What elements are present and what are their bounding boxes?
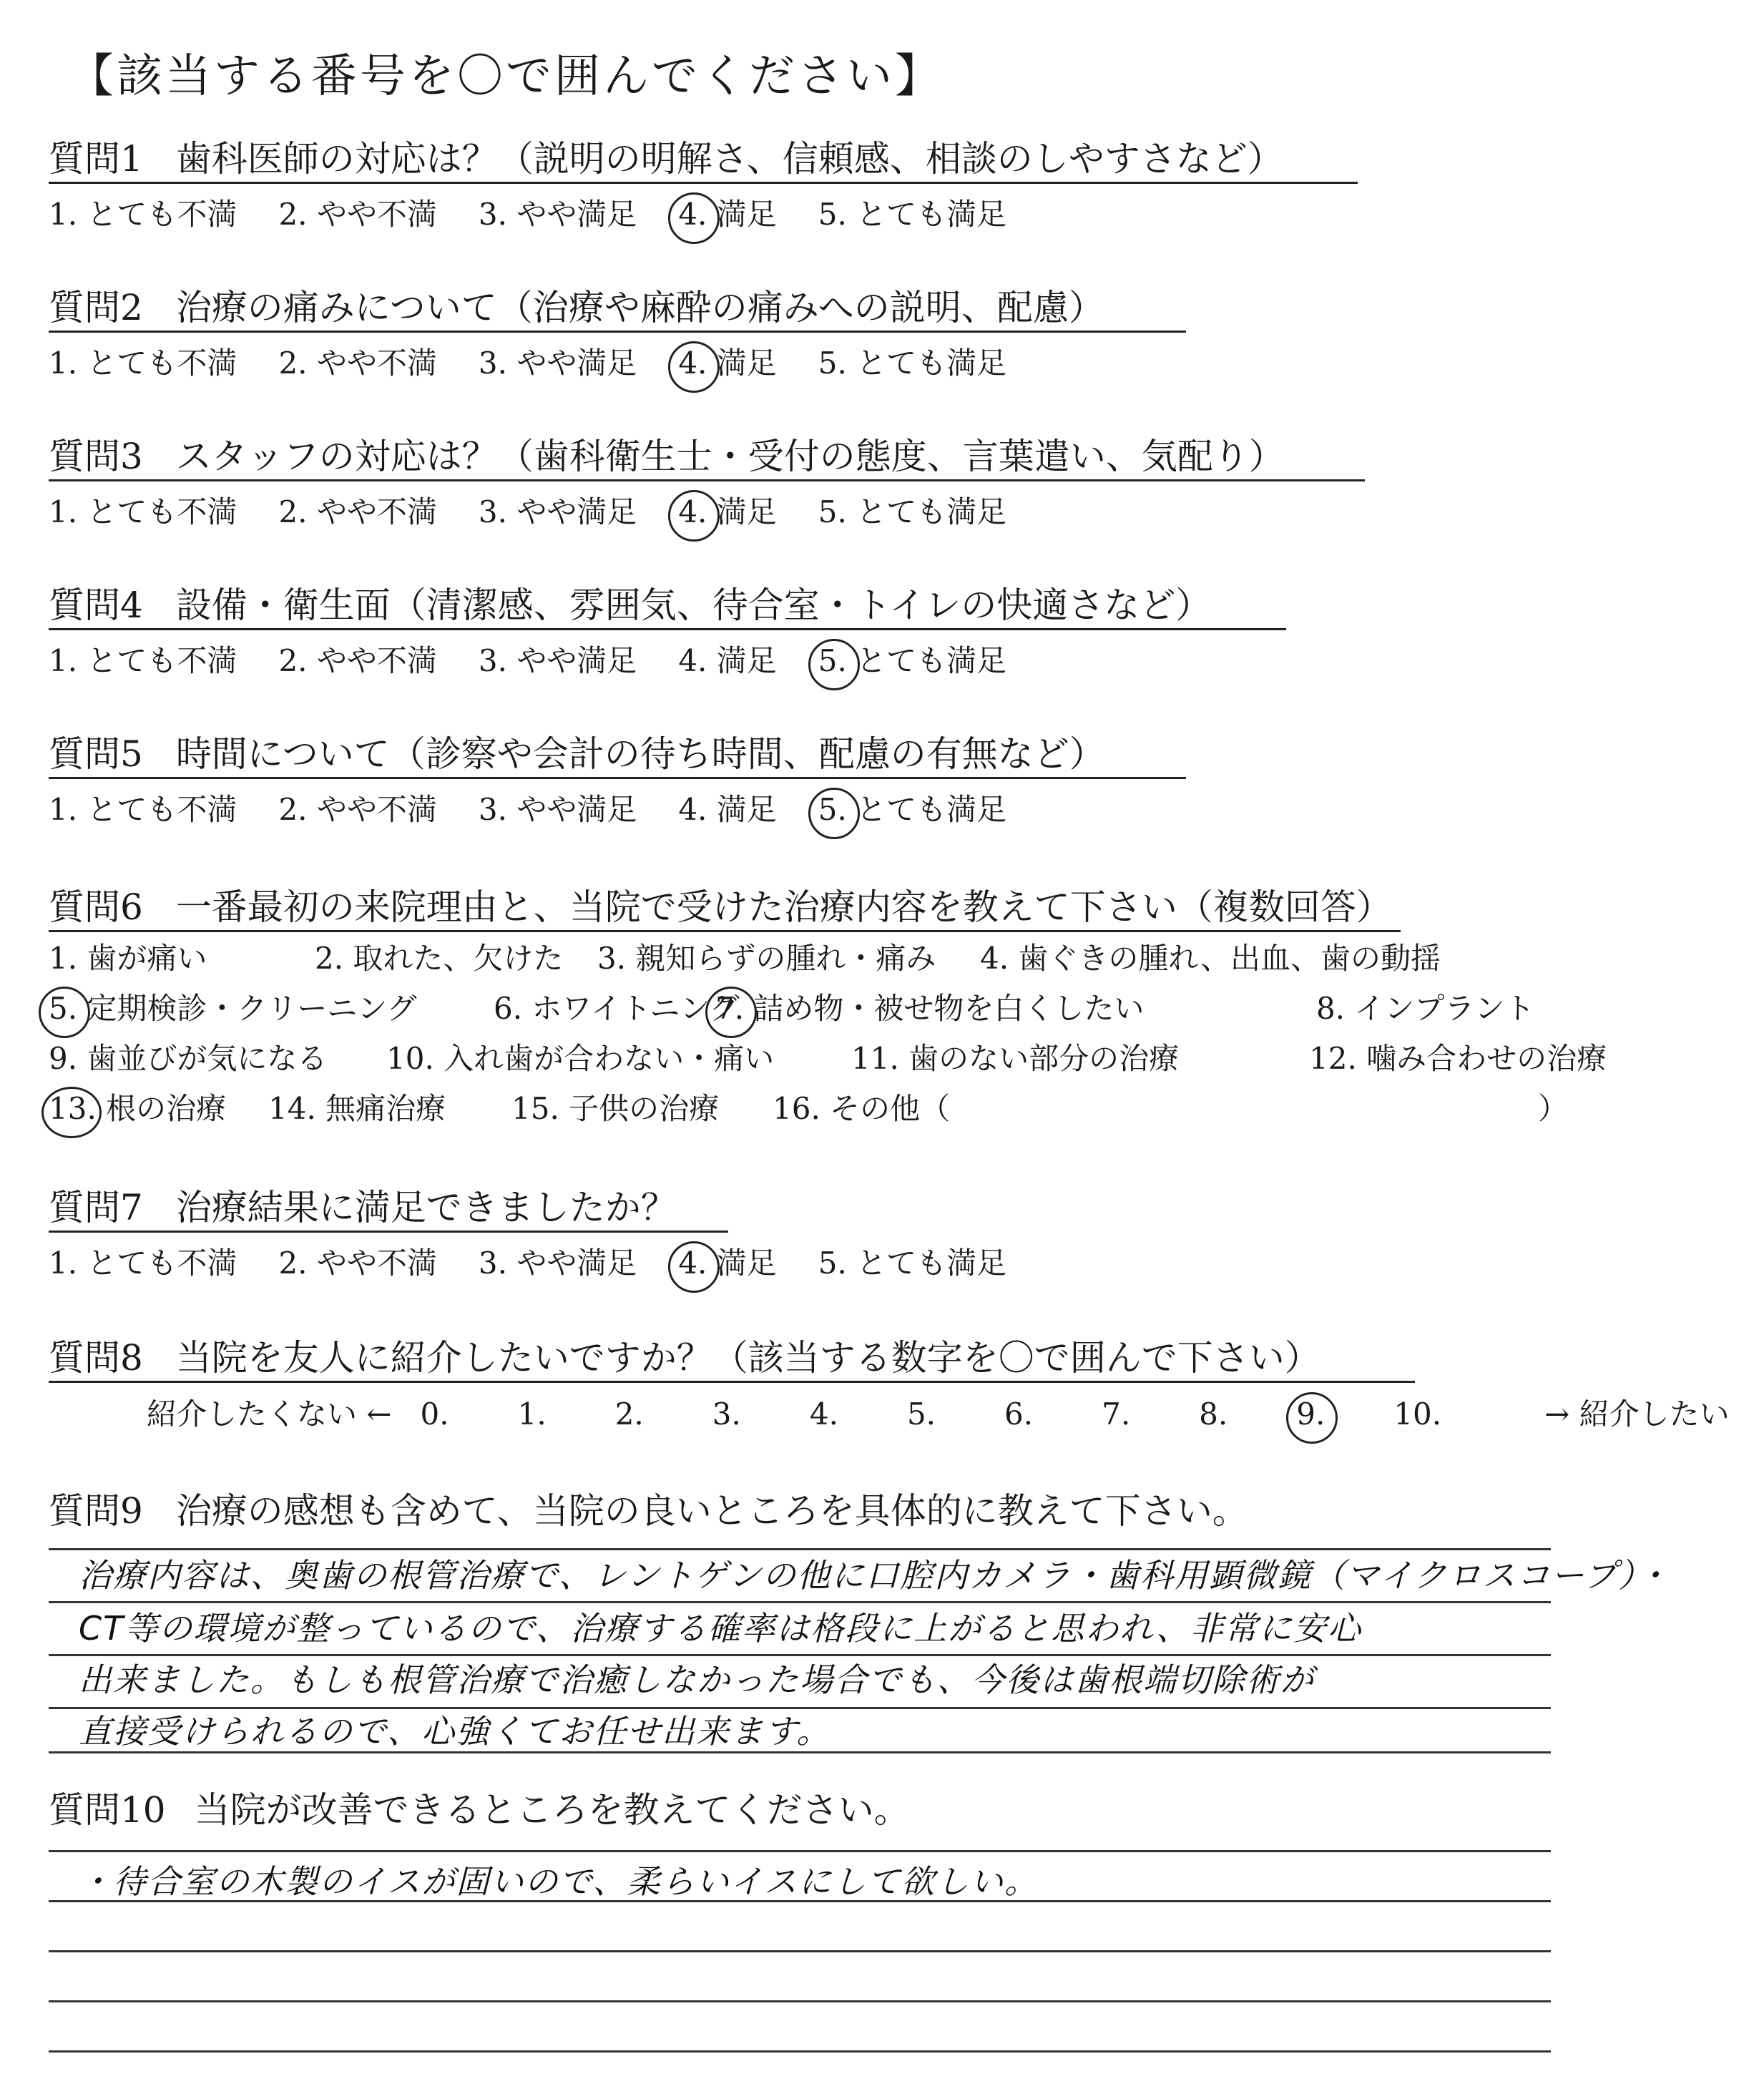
option-1[interactable]: 1. とても不満 [49,643,237,678]
q5-options [49,790,1048,830]
q7-label: 質問7 [49,1187,143,1228]
option-4[interactable]: 4. 満足 [678,643,777,678]
q3-heading [49,435,1285,478]
page-title: 【該当する番号を〇で囲んでください】 [68,50,944,103]
q6-text: 一番最初の来院理由と、当院で受けた治療内容を教えて下さい（複数回答） [175,886,1392,928]
q8-scale-value-selected[interactable]: 9. [1296,1396,1326,1432]
q8-scale-value[interactable]: 2. [614,1396,644,1432]
q6-option[interactable]: 6. ホワイトニング [494,991,740,1026]
option-2[interactable]: 2. やや不満 [278,197,437,232]
q8-scale [147,1391,1764,1434]
option-2[interactable]: 2. やや不満 [278,346,437,381]
q8-scale-value[interactable]: 6. [1004,1396,1034,1432]
q8-text: 当院を友人に紹介したいですか？（該当する数字を〇で囲んで下さい） [175,1337,1320,1379]
q8-scale-value[interactable]: 3. [712,1396,741,1432]
option-5[interactable]: 5. とても満足 [818,197,1007,232]
q10-rule [49,1850,1551,1852]
q9-answer-line: 直接受けられるので、心強くてお任せ出来ます。 [79,1712,831,1751]
q2-text: 治療の痛みについて（治療や麻酔の痛みへの説明、配慮） [175,287,1104,328]
q7-underline [49,1231,728,1233]
q10-rule [49,1950,1551,1952]
q6-option[interactable]: 16. その他（ [773,1091,951,1126]
q5-label: 質問5 [49,733,143,775]
q6-option[interactable]: 9. 歯並びが気になる [49,1041,328,1076]
q4-underline [49,628,1286,630]
q1-underline [49,182,1358,184]
q2-label: 質問2 [49,287,143,328]
option-3[interactable]: 3. やや満足 [478,1246,637,1281]
q2-heading [49,286,1104,329]
q3-underline [49,479,1365,481]
q10-heading [49,1789,910,1831]
q6-option[interactable]: 2. 取れた、欠けた [315,941,564,976]
q4-heading [49,584,1211,627]
q6-option-selected[interactable]: 7. 詰め物・被せ物を白くしたい [715,991,1145,1026]
q6-option[interactable]: 10. 入れ歯が合わない・痛い [386,1041,775,1076]
q7-text: 治療結果に満足できましたか？ [175,1187,677,1228]
q8-scale-value[interactable]: 1. [517,1396,547,1432]
q9-text: 治療の感想も含めて、当院の良いところを具体的に教えて下さい。 [175,1490,1248,1532]
q4-options [49,641,1048,681]
option-4[interactable]: 4. 満足 [678,792,777,827]
q9-answer-line: 出来ました。もしも根管治療で治癒しなかった場合でも、今後は歯根端切除術が [79,1660,1315,1699]
q8-heading [49,1336,1320,1379]
q8-scale-value[interactable]: 4. [809,1396,838,1432]
option-5[interactable]: 5. とても満足 [818,1246,1007,1281]
q5-underline [49,777,1186,779]
q9-rule [49,1548,1551,1550]
q9-rule [49,1654,1551,1656]
q8-scale-value[interactable]: 10. [1393,1396,1442,1432]
q3-text: スタッフの対応は？（歯科衛生士・受付の態度、言葉遣い、気配り） [175,436,1285,477]
option-1[interactable]: 1. とても不満 [49,792,237,827]
q6-option-selected[interactable]: 13. 根の治療 [49,1091,227,1126]
q8-underline [49,1381,1415,1383]
q8-left-label: 紹介したくない ← [147,1396,392,1432]
q8-scale-value[interactable]: 5. [906,1396,936,1432]
q6-option[interactable]: 15. 子供の治療 [511,1091,720,1126]
q10-text: 当院が改善できるところを教えてください。 [194,1789,910,1831]
option-1[interactable]: 1. とても不満 [49,494,237,529]
q10-label: 質問10 [49,1789,166,1831]
q9-rule [49,1707,1551,1709]
q6-option[interactable]: 4. 歯ぐきの腫れ、出血、歯の動揺 [980,941,1441,976]
q9-answer-line: CT等の環境が整っているので、治療する確率は格段に上がると思われ、非常に安心 [79,1609,1363,1648]
q2-underline [49,331,1186,333]
q5-heading [49,733,1105,776]
option-3[interactable]: 3. やや満足 [478,792,637,827]
q7-options [49,1243,1048,1283]
q1-label: 質問1 [49,138,143,180]
q6-option[interactable]: 11. 歯のない部分の治療 [851,1041,1180,1076]
q6-option[interactable]: ） [1538,1091,1569,1126]
q8-scale-value[interactable]: 7. [1102,1396,1131,1432]
q8-right-label: → 紹介したい [1544,1396,1730,1432]
q9-answer-line: 治療内容は、奥歯の根管治療で、レントゲンの他に口腔内カメラ・歯科用顕微鏡（マイクロスコープ）・ [79,1556,1671,1595]
q5-text: 時間について（診察や会計の待ち時間、配慮の有無など） [175,733,1105,775]
q6-underline [49,930,1401,932]
option-3[interactable]: 3. やや満足 [478,494,637,529]
q6-option[interactable]: 14. 無痛治療 [268,1091,446,1126]
q9-label: 質問9 [49,1490,143,1532]
q6-option[interactable]: 3. 親知らずの腫れ・痛み [597,941,936,976]
q9-heading [49,1489,1248,1532]
q7-heading [49,1186,677,1229]
option-5[interactable]: 5. とても満足 [818,346,1007,381]
q6-label: 質問6 [49,886,143,928]
q1-text: 歯科医師の対応は？（説明の明解さ、信頼感、相談のしやすさなど） [175,138,1283,180]
option-5-selected[interactable]: 5. とても満足 [818,643,1007,678]
q8-scale-value[interactable]: 0. [420,1396,449,1432]
q8-scale-value[interactable]: 8. [1199,1396,1228,1432]
option-4-selected[interactable]: 4. 満足 [678,494,777,529]
q9-rule [49,1601,1551,1603]
q1-options [49,195,1048,235]
option-4-selected[interactable]: 4. 満足 [678,1246,777,1281]
option-4-selected[interactable]: 4. 満足 [678,197,777,232]
option-2[interactable]: 2. やや不満 [278,1246,437,1281]
option-5[interactable]: 5. とても満足 [818,494,1007,529]
option-4-selected[interactable]: 4. 満足 [678,346,777,381]
q3-options [49,492,1048,532]
q8-label: 質問8 [49,1337,143,1379]
q4-text: 設備・衛生面（清潔感、雰囲気、待合室・トイレの快適さなど） [175,584,1212,626]
q2-options [49,343,1048,383]
q6-option[interactable]: 1. 歯が痛い [49,941,207,976]
option-3[interactable]: 3. やや満足 [478,197,637,232]
q10-rule [49,2050,1551,2053]
q10-answer-line: ・待合室の木製のイスが固いので、柔らいイスにして欲しい。 [79,1862,1039,1901]
q1-heading [49,137,1283,180]
q6-option[interactable]: 8. インプラント [1316,991,1535,1026]
option-1[interactable]: 1. とても不満 [49,1246,237,1281]
q6-heading [49,886,1392,929]
option-1[interactable]: 1. とても不満 [49,346,237,381]
q6-option-selected[interactable]: 5. 定期検診・クリーニング [49,991,417,1026]
option-3[interactable]: 3. やや満足 [478,643,637,678]
option-2[interactable]: 2. やや不満 [278,494,437,529]
q10-rule [49,2000,1551,2002]
option-2[interactable]: 2. やや不満 [278,643,437,678]
option-3[interactable]: 3. やや満足 [478,346,637,381]
option-5-selected[interactable]: 5. とても満足 [818,792,1007,827]
q4-label: 質問4 [49,584,143,626]
option-2[interactable]: 2. やや不満 [278,792,437,827]
q3-label: 質問3 [49,436,143,477]
q6-option[interactable]: 12. 噛み合わせの治療 [1309,1041,1607,1076]
option-1[interactable]: 1. とても不満 [49,197,237,232]
